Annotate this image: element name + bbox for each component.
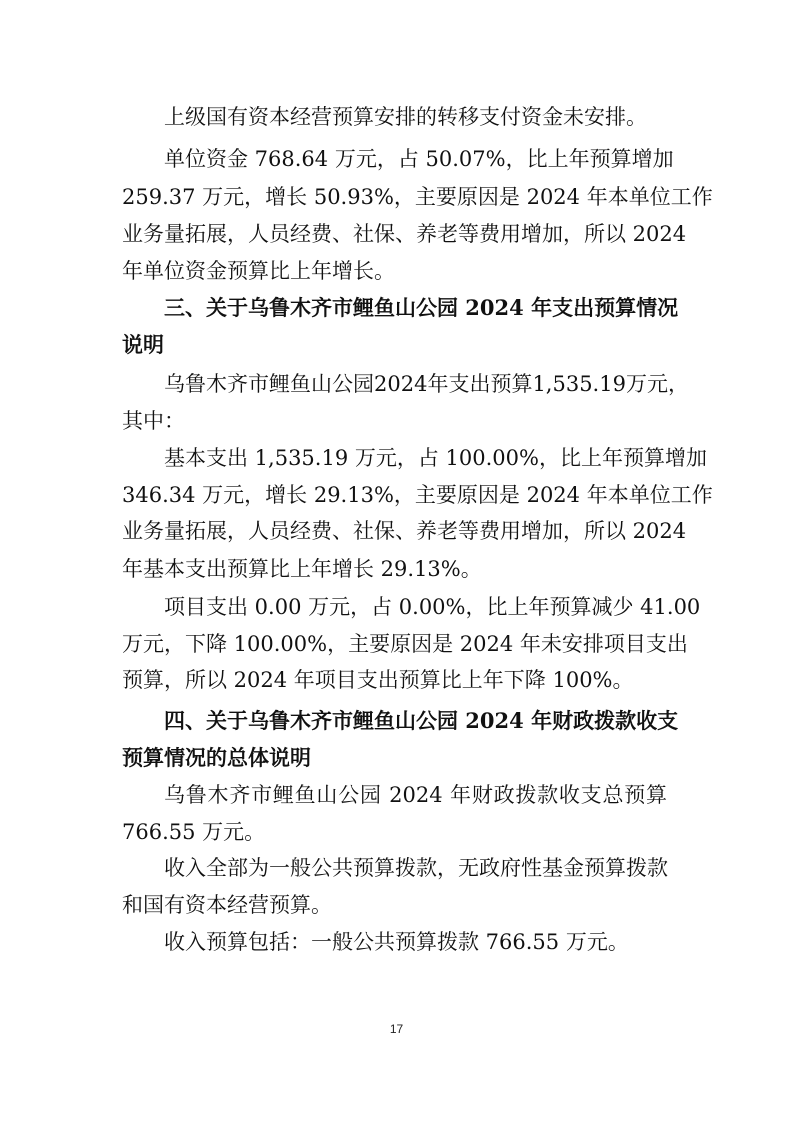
- section-heading: 说明: [122, 332, 164, 357]
- text-line: 乌鲁木齐市鲤鱼山公园2024年支出预算1,535.19万元，: [164, 372, 689, 396]
- section-heading: 预算情况的总体说明: [122, 745, 311, 770]
- text-line: 收入预算包括：一般公共预算拨款 766.55 万元。: [164, 930, 629, 954]
- text-line: 预算，所以 2024 年项目支出预算比上年下降 100%。: [122, 668, 634, 692]
- section-heading: 三、关于乌鲁木齐市鲤鱼山公园 2024 年支出预算情况: [164, 295, 679, 320]
- text-line: 万元，下降 100.00%，主要原因是 2024 年未安排项目支出: [122, 632, 688, 656]
- text-line: 单位资金 768.64 万元，占 50.07%，比上年预算增加: [164, 147, 674, 171]
- text-line: 收入全部为一般公共预算拨款，无政府性基金预算拨款: [164, 856, 668, 880]
- text-line: 业务量拓展，人员经费、社保、养老等费用增加，所以 2024: [122, 519, 687, 543]
- text-line: 其中：: [122, 409, 185, 433]
- text-line: 业务量拓展，人员经费、社保、养老等费用增加，所以 2024: [122, 222, 687, 246]
- text-line: 乌鲁木齐市鲤鱼山公园 2024 年财政拨款收支总预算: [164, 783, 667, 807]
- text-line: 259.37 万元，增长 50.93%，主要原因是 2024 年本单位工作: [122, 185, 713, 209]
- text-line: 年基本支出预算比上年增长 29.13%。: [122, 557, 482, 581]
- text-line: 346.34 万元，增长 29.13%，主要原因是 2024 年本单位工作: [122, 483, 713, 507]
- page-number: 17: [389, 1022, 404, 1036]
- section-heading: 四、关于乌鲁木齐市鲤鱼山公园 2024 年财政拨款收支: [164, 708, 679, 733]
- text-line: 上级国有资本经营预算安排的转移支付资金未安排。: [164, 105, 647, 129]
- text-line: 项目支出 0.00 万元，占 0.00%，比上年预算减少 41.00: [164, 595, 701, 619]
- text-line: 766.55 万元。: [122, 820, 266, 844]
- text-line: 基本支出 1,535.19 万元，占 100.00%，比上年预算增加: [164, 446, 707, 470]
- text-line: 和国有资本经营预算。: [122, 893, 332, 917]
- text-line: 年单位资金预算比上年增长。: [122, 259, 395, 283]
